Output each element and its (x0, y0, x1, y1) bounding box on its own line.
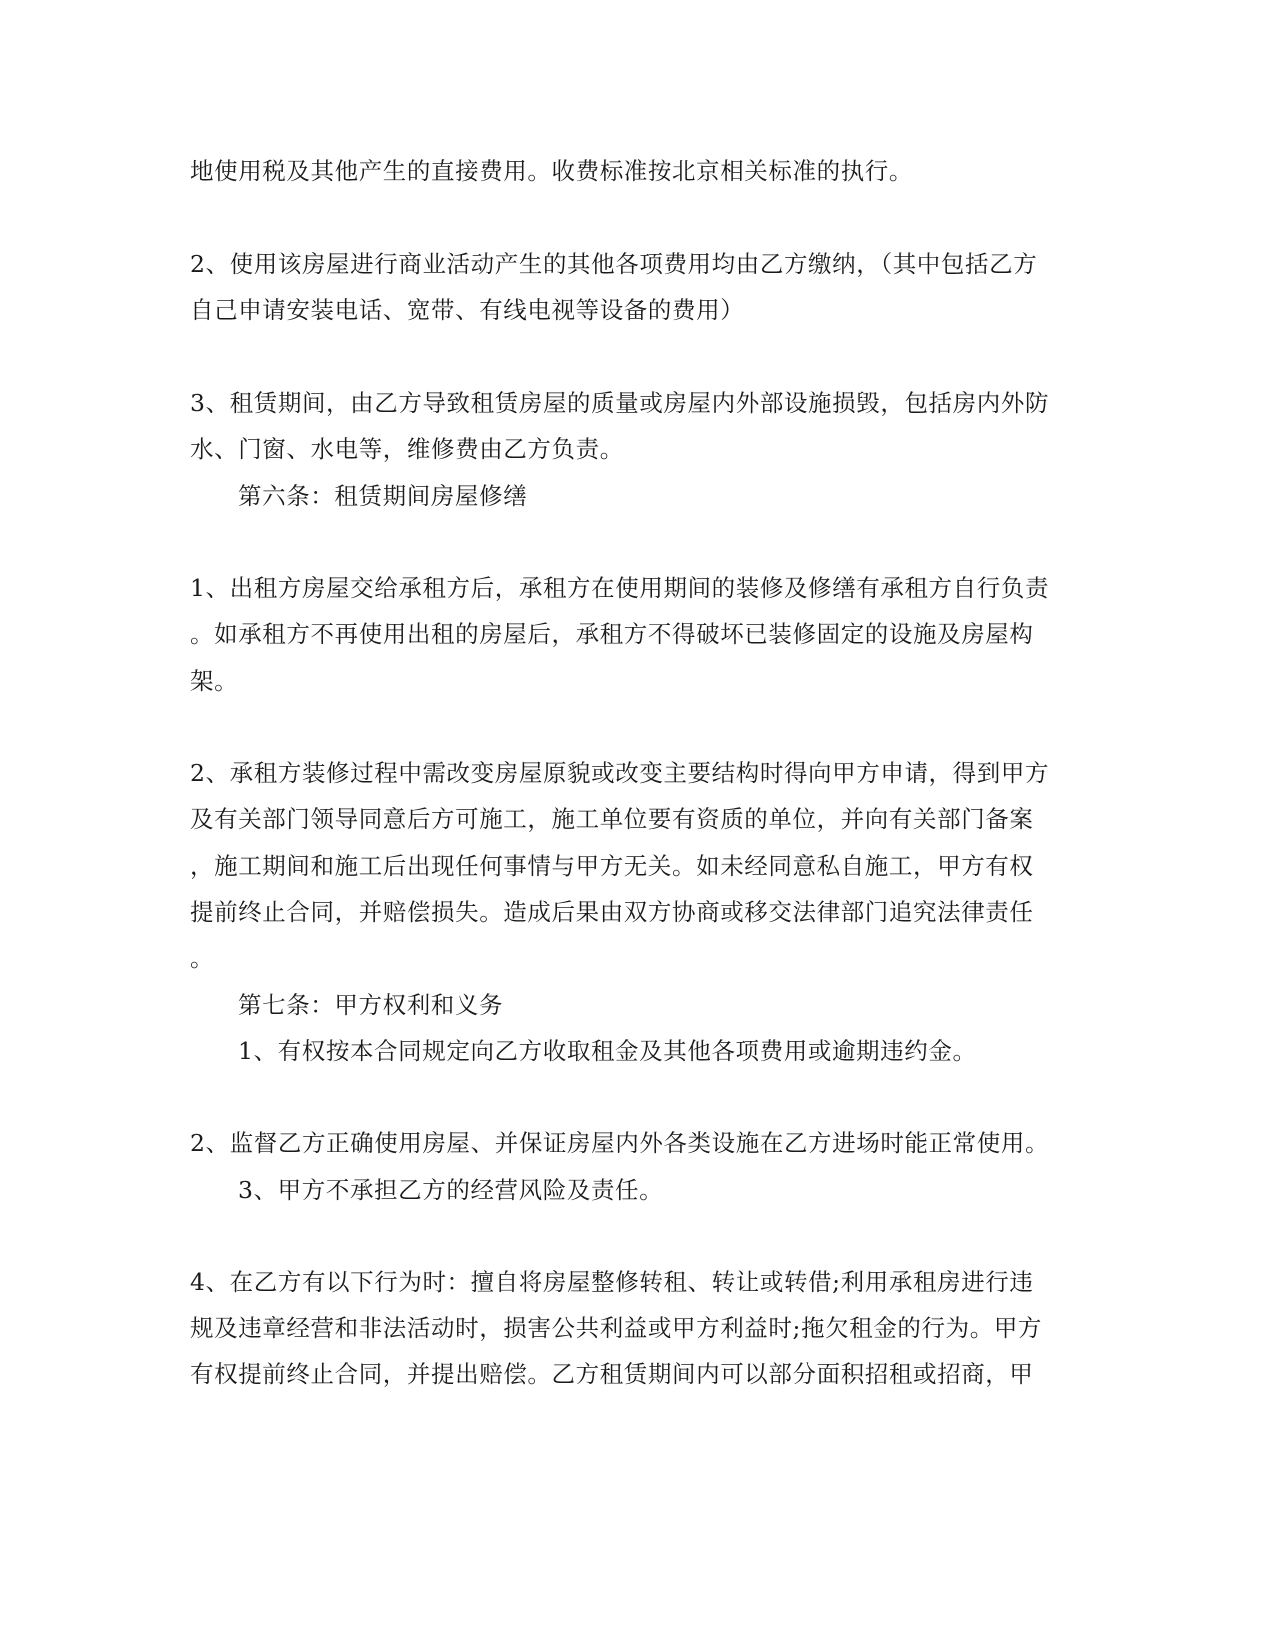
text-line: 架。 (190, 667, 239, 695)
text-line: 自己申请安装电话、宽带、有线电视等设备的费用） (190, 296, 745, 324)
text-line: 3、租赁期间，由乙方导致租赁房屋的质量或房屋内外部设施损毁，包括房内外防 (190, 389, 1050, 417)
text-line: 1、出租方房屋交给承租方后，承租方在使用期间的装修及修缮有承租方自行负责 (190, 574, 1050, 602)
text-line: ，施工期间和施工后出现任何事情与甲方无关。如未经同意私自施工，甲方有权 (190, 852, 1034, 880)
text-line: 4、在乙方有以下行为时：擅自将房屋整修转租、转让或转借;利用承租房进行违 (190, 1268, 1034, 1296)
text-line: 提前终止合同，并赔偿损失。造成后果由双方协商或移交法律部门追究法律责任 (190, 898, 1034, 926)
text-line: 水、门窗、水电等，维修费由乙方负责。 (190, 435, 624, 463)
text-line: 2、使用该房屋进行商业活动产生的其他各项费用均由乙方缴纳，（其中包括乙方 (190, 250, 1038, 278)
text-line: 2、承租方装修过程中需改变房屋原貌或改变主要结构时得向甲方申请，得到甲方 (190, 759, 1050, 787)
text-line: 规及违章经营和非法活动时，损害公共利益或甲方利益时;拖欠租金的行为。甲方 (190, 1314, 1043, 1342)
text-line: 1、有权按本合同规定向乙方收取租金及其他各项费用或逾期违约金。 (238, 1037, 977, 1065)
section-heading: 第七条：甲方权利和义务 (238, 991, 504, 1019)
text-line: 2、监督乙方正确使用房屋、并保证房屋内外各类设施在乙方进场时能正常使用。 (190, 1129, 1050, 1157)
text-line: 地使用税及其他产生的直接费用。收费标准按北京相关标准的执行。 (190, 157, 913, 185)
section-heading: 第六条：租赁期间房屋修缮 (238, 482, 528, 510)
text-line: 。如承租方不再使用出租的房屋后，承租方不得破坏已装修固定的设施及房屋构 (190, 620, 1034, 648)
text-line: 3、甲方不承担乙方的经营风险及责任。 (238, 1176, 664, 1204)
text-line: 。 (190, 944, 215, 972)
text-line: 及有关部门领导同意后方可施工，施工单位要有资质的单位，并向有关部门备案 (190, 805, 1034, 833)
text-line: 有权提前终止合同，并提出赔偿。乙方租赁期间内可以部分面积招租或招商，甲 (190, 1360, 1034, 1388)
